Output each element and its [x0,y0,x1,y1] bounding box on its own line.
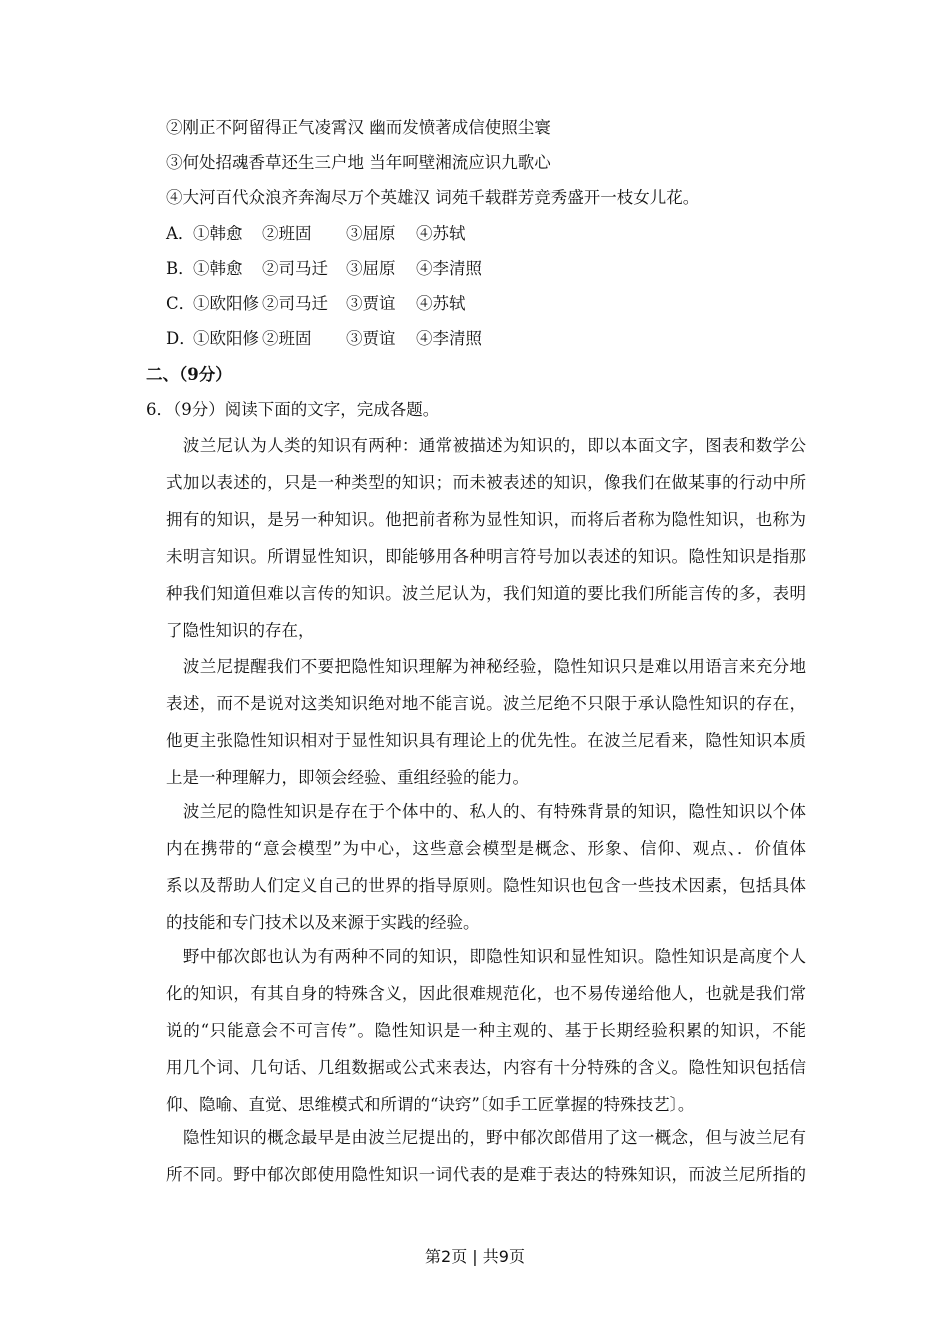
paragraph-line: 种我们知道但难以言传的知识。波兰尼认为，我们知道的要比我们所能言传的多，表明 [166,584,806,603]
option-item: ④苏轼 [416,294,466,313]
answer-option-B[interactable] [166,259,646,279]
option-letter: C． [166,294,196,313]
answer-option-D[interactable] [166,329,646,349]
option-letter: D． [166,329,196,348]
paragraph-line: 系以及帮助人们定义自己的世界的指导原则。隐性知识也包含一些技术因素，包括具体 [166,876,806,895]
option-item: ②班固 [262,329,312,348]
paragraph-line: 波兰尼提醒我们不要把隐性知识理解为神秘经验，隐性知识只是难以用语言来充分地 [166,657,806,676]
option-letter: B． [166,259,195,278]
paragraph-line: 说的“只能意会不可言传”。隐性知识是一种主观的、基于长期经验积累的知识，不能 [166,1021,806,1040]
option-item: ②班固 [262,224,312,243]
question-prompt: 6．（9分）阅读下面的文字，完成各题。 [146,400,440,419]
option-item: ④李清照 [416,329,482,348]
option-item: ①欧阳修 [193,329,259,348]
paragraph-line: 了隐性知识的存在， [166,621,315,640]
option-letter: A． [166,224,195,243]
paragraph-line: 内在携带的“意会模型”为中心，这些意会模型是概念、形象、信仰、观点、．价值体 [166,839,806,858]
option-item: ③屈原 [346,224,396,243]
paragraph-line: 表述，而不是说对这类知识绝对地不能言说。波兰尼绝不只限于承认隐性知识的存在， [166,694,806,713]
paragraph-line: 用几个词、几句话、几组数据或公式来表达，内容有十分特殊的含义。隐性知识包括信 [166,1058,806,1077]
paragraph-line: 所不同。野中郁次郎使用隐性知识一词代表的是难于表达的特殊知识，而波兰尼所指的 [166,1165,806,1184]
option-item: ①韩愈 [193,224,243,243]
option-item: ①韩愈 [193,259,243,278]
paragraph-line: 化的知识，有其自身的特殊含义，因此很难规范化，也不易传递给他人，也就是我们常 [166,984,806,1003]
poem-line: ④大河百代众浪齐奔淘尽万个英雄汉 词苑千载群芳竞秀盛开一枝女儿花。 [166,188,700,207]
paragraph-line: 波兰尼的隐性知识是存在于个体中的、私人的、有特殊背景的知识，隐性知识以个体 [166,802,806,821]
paragraph-line: 仰、隐喻、直觉、思维模式和所谓的“诀窍”〔如手工匠掌握的特殊技艺〕。 [166,1095,695,1114]
paragraph-line: 野中郁次郎也认为有两种不同的知识，即隐性知识和显性知识。隐性知识是高度个人 [166,947,806,966]
page-footer: 第2页 | 共9页 [425,1247,525,1266]
paragraph-line: 波兰尼认为人类的知识有两种：通常被描述为知识的，即以本面文字，图表和数学公 [166,436,806,455]
paragraph-line: 拥有的知识，是另一种知识。他把前者称为显性知识，而将后者称为隐性知识，也称为 [166,510,806,529]
paragraph-line: 隐性知识的概念最早是由波兰尼提出的，野中郁次郎借用了这一概念，但与波兰尼有 [166,1128,806,1147]
paragraph-line: 他更主张隐性知识相对于显性知识具有理论上的优先性。在波兰尼看来，隐性知识本质 [166,731,806,750]
option-item: ②司马迁 [262,294,328,313]
paragraph-line: 式加以表述的，只是一种类型的知识；而未被表述的知识，像我们在做某事的行动中所 [166,473,806,492]
option-item: ②司马迁 [262,259,328,278]
option-item: ③贾谊 [346,329,396,348]
option-item: ④李清照 [416,259,482,278]
paragraph-line: 的技能和专门技术以及来源于实践的经验。 [166,913,480,932]
answer-option-C[interactable] [166,294,646,314]
option-item: ④苏轼 [416,224,466,243]
answer-option-A[interactable] [166,224,646,244]
poem-line: ②刚正不阿留得正气凌霄汉 幽而发愤著成信使照尘寰 [166,118,551,137]
option-item: ③贾谊 [346,294,396,313]
poem-line: ③何处招魂香草还生三户地 当年呵壁湘流应识九歌心 [166,153,551,172]
section-heading: 二、（9分） [146,365,232,384]
option-item: ①欧阳修 [193,294,259,313]
paragraph-line: 未明言知识。所谓显性知识，即能够用各种明言符号加以表述的知识。隐性知识是指那 [166,547,806,566]
option-item: ③屈原 [346,259,396,278]
paragraph-line: 上是一种理解力，即领会经验、重组经验的能力。 [166,768,529,787]
